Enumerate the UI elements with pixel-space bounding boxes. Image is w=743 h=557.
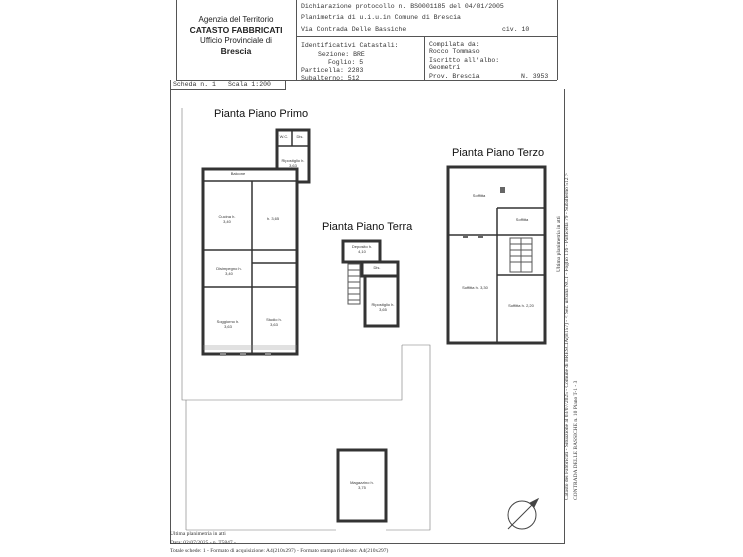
compilata-label: Compilata da: (429, 41, 480, 48)
prov-text: Prov. Brescia (429, 73, 480, 80)
side-small-note: Ultima planimetria in atti (556, 216, 562, 272)
footer-ultima: Ultima planimetria in atti (170, 531, 226, 537)
office-name: Ufficio Provinciale di (200, 35, 272, 45)
room-label-balcone: Balcone (230, 171, 246, 176)
agency-name: Agenzia del Territorio (198, 15, 274, 24)
footer-data: Data: 02/07/2025 - n. T5847 - (170, 540, 236, 546)
compilatore-name: Rocco Tommaso (429, 48, 480, 55)
room-label-studio: Studio h. 3,63 (266, 317, 282, 328)
room-label-cucina: Cucina h. 3,40 (218, 214, 236, 225)
room-label-disimpegno: Disimpegno h. 3,40 (216, 266, 242, 277)
scheda-text: Scheda n. 1 (173, 81, 216, 88)
room-label-ripostiglio-terra: Ripostiglio h. 3,65 (371, 302, 395, 313)
plan-title-terzo: Pianta Piano Terzo (452, 147, 545, 159)
sezione-text: Sezione: BRE (318, 51, 365, 58)
plan-title-primo: Pianta Piano Primo (214, 108, 309, 120)
catasto-title: CATASTO FABBRICATI (189, 25, 283, 35)
iscritto-label: Iscritto all'albo: (429, 57, 500, 64)
room-label-wc: W.C. (279, 134, 289, 139)
civ-text: civ. 10 (502, 26, 530, 33)
plan-title-terra: Pianta Piano Terra (322, 221, 413, 233)
scala-text: Scala 1:200 (228, 81, 271, 88)
room-label-dis-terra: Dis. (373, 265, 381, 270)
albo-text: Geometri (429, 64, 461, 71)
reference-line (300, 345, 402, 400)
footer-formato: Totale schede: 1 - Formato di acquisizione: A4(210x297) - Formato stampa richiesto: A4(210x297) (170, 548, 389, 554)
room-label-soffitta: Soffitta h. 3,30 (462, 285, 488, 290)
planimetria-text: Planimetria di u.i.u.in Comune di Brescia (301, 14, 461, 21)
north-arrow (508, 499, 538, 529)
ident-title: Identificativi Catastali: (301, 42, 399, 49)
room-label-h365: h. 3,65 (266, 216, 280, 221)
side-note: Catasto dei Fabbricati - Situazione al 03/07/2025 - Comune di BRESCIA(B157) - < Sez. urbana NCT - Foglio 116 - Particella 79 - Subalterno 512 > (564, 173, 570, 500)
room-label-soffitta: Soffitta (515, 217, 529, 222)
room-label-dis: Dis. (296, 134, 304, 139)
room-label-soffitta: Soffitta (472, 193, 486, 198)
city-name: Brescia (220, 45, 252, 56)
room-label-soffitta: Soffitta h. 2,20 (508, 303, 534, 308)
via-text: Via Contrada Delle Bassiche (301, 26, 407, 33)
subalterno-text: Subalterno: 512 (301, 75, 360, 82)
reference-line (386, 345, 430, 530)
dichiarazione-text: Dichiarazione protocollo n. BS0001185 del 04/01/2005 (301, 3, 504, 10)
foglio-text: Foglio: 5 (328, 59, 364, 66)
room-label-magazzino: Magazzino h. 3,75 (350, 480, 374, 491)
side-note-address: CONTRADA DELLE BASSICHE n. 10 Piano T-1 - 3 (573, 380, 579, 500)
particella-text: Particella: 2283 (301, 67, 364, 74)
numero-text: N. 3953 (521, 73, 549, 80)
room-label-ripostiglio: Ripostiglio h. 3,63 (281, 158, 305, 169)
room-label-soggiorno: Soggiorno h. 3,63 (216, 319, 240, 330)
room-label-deposito: Deposito h. 4,10 (351, 244, 373, 255)
